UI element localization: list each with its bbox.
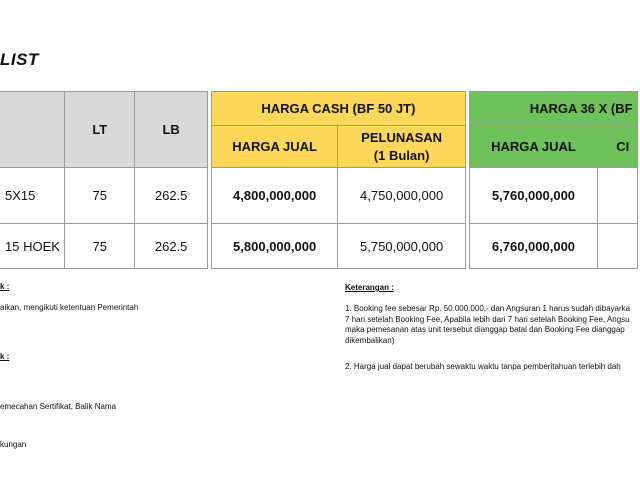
lb-value: 262.5 — [135, 168, 208, 224]
lb-value: 262.5 — [135, 224, 208, 269]
left-note-line-1: aikan, mengikuti ketentuan Pemerintah — [0, 303, 139, 312]
lb-header: LB — [135, 92, 208, 168]
lt-value: 75 — [65, 224, 135, 269]
left-note-line-3: kungan — [0, 440, 27, 449]
keterangan-p1-line3: maka pemesanan atas unit tersebut dianggap batal dan Booking Fee dianggap — [345, 325, 625, 334]
cash-harga-jual: 4,800,000,000 — [211, 168, 338, 224]
harga-jual-36x-header: HARGA JUAL — [469, 126, 597, 168]
cash-harga-jual: 5,800,000,000 — [211, 224, 338, 269]
harga-cash-header: HARGA CASH (BF 50 JT) — [211, 92, 465, 126]
pelunasan-value: 4,750,000,000 — [338, 168, 465, 224]
keterangan-point-1 — [345, 304, 630, 346]
keterangan-heading: Keterangan : — [345, 283, 394, 292]
table-row — [0, 168, 638, 224]
keterangan-point-2: 2. Harga jual dapat berubah sewaktu waktu tanpa pemberitahuan terlebih dah — [345, 362, 621, 371]
pelunasan-line1: PELUNASAN — [361, 129, 443, 145]
lt-header: LT — [65, 92, 135, 168]
harga-36x-header: HARGA 36 X (BF — [469, 92, 637, 126]
table-row — [0, 224, 638, 269]
lt-value: 75 — [65, 168, 135, 224]
unit-type: 15 HOEK — [0, 224, 65, 269]
pelunasan-value: 5,750,000,000 — [338, 224, 465, 269]
unit-type: 5X15 — [0, 168, 65, 224]
harga-jual-36x-value: 5,760,000,000 — [469, 168, 597, 224]
cut-column-header: CI — [598, 126, 638, 168]
price-table — [0, 91, 638, 269]
keterangan-p1-line1: 1. Booking fee sebesar Rp. 50.000.000,- dan Angsuran 1 harus sudah dibayarka — [345, 304, 631, 313]
type-header — [0, 92, 65, 168]
page-title: LIST — [0, 50, 39, 69]
harga-jual-36x-value: 6,760,000,000 — [469, 224, 597, 269]
keterangan-p1-line2: 7 hari setelah Booking Fee, Apabila lebih dari 7 hari setelah Booking Fee, Angsu — [345, 314, 630, 324]
left-note-line-2: emecahan Sertifikat, Balik Nama — [0, 402, 117, 411]
left-note-heading-1: k : — [0, 282, 10, 291]
harga-jual-cash-header: HARGA JUAL — [211, 126, 338, 168]
left-note-heading-2: k : — [0, 352, 10, 361]
keterangan-p1-line4: dikembalikan) — [345, 335, 395, 345]
pelunasan-header — [338, 126, 465, 168]
pelunasan-line2: (1 Bulan) — [373, 147, 430, 163]
